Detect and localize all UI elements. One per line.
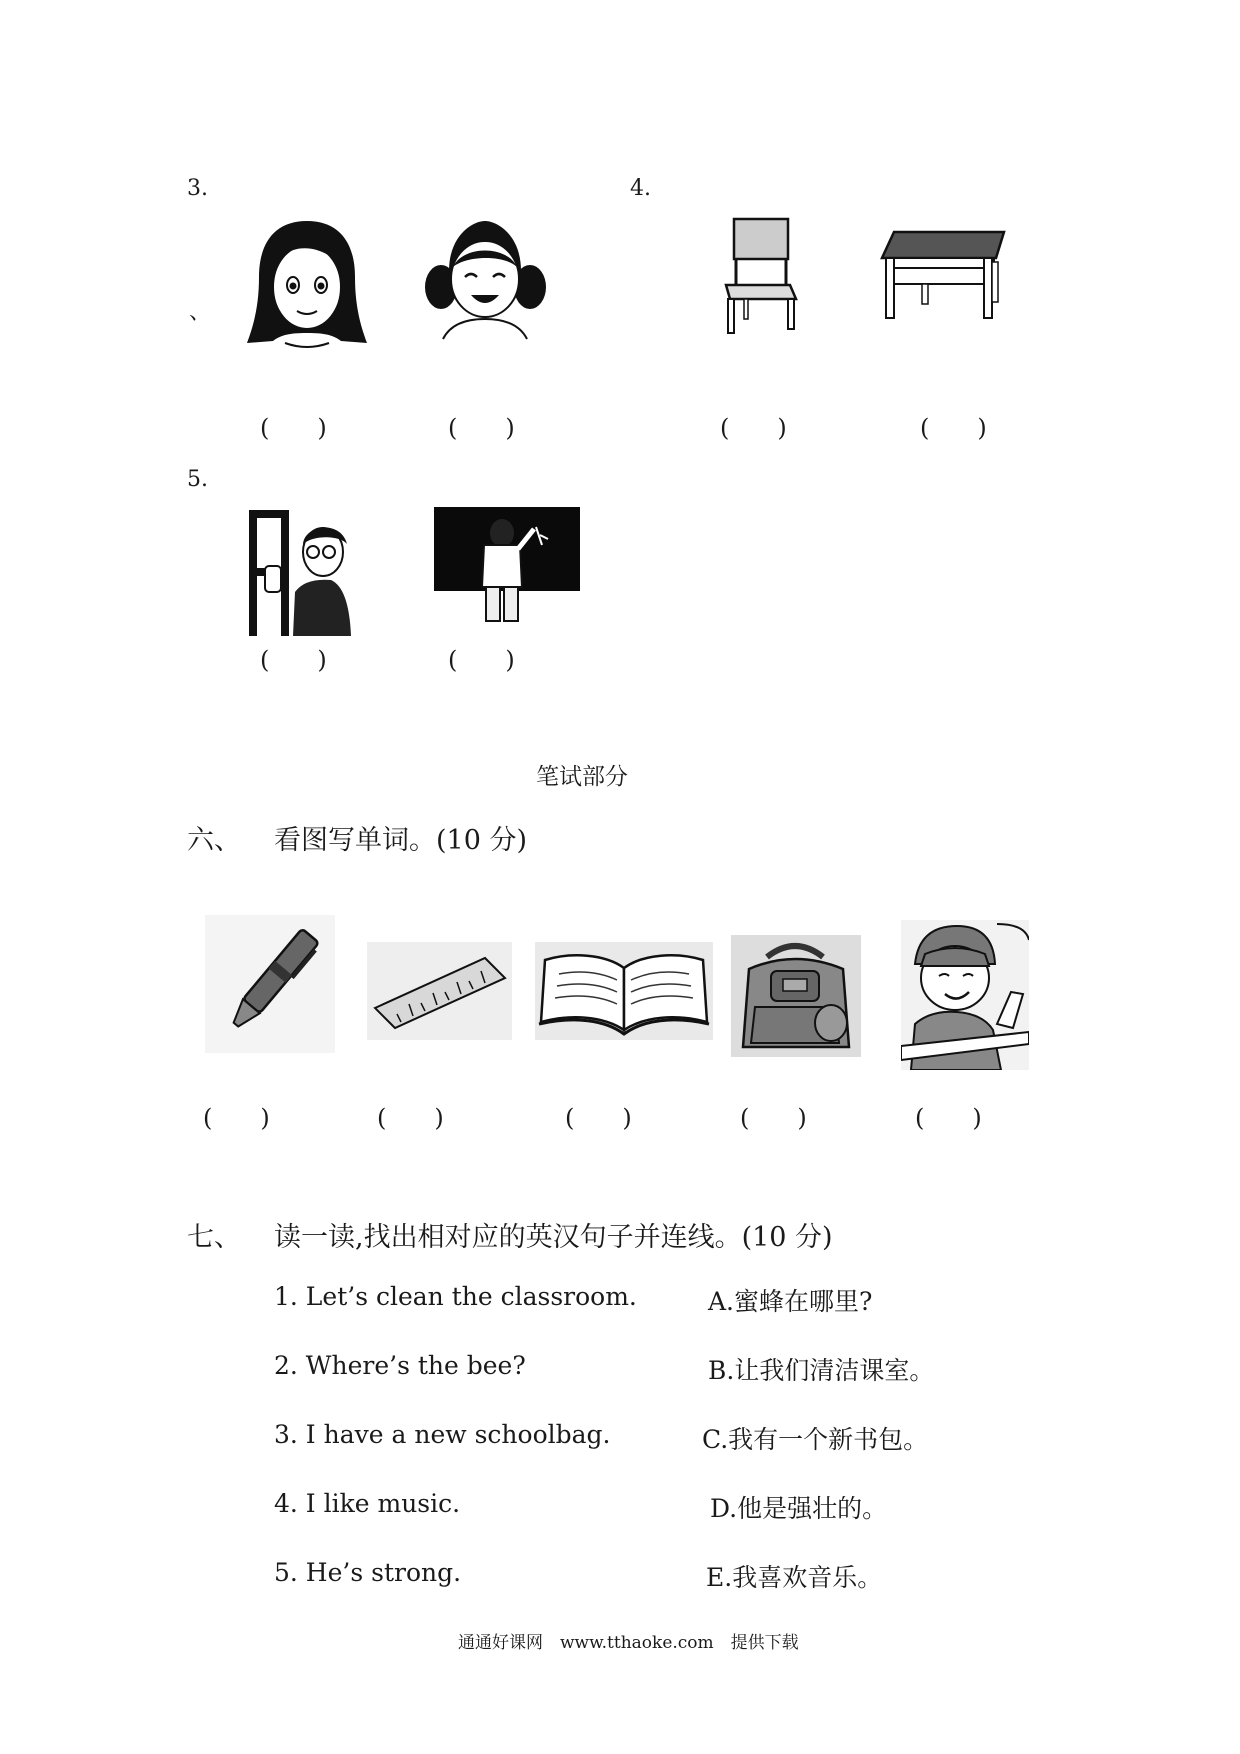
section-7-title: 读一读,找出相对应的英汉句子并连线。(10 分) [274, 1222, 833, 1253]
answer-blank[interactable]: ( ) [377, 1104, 444, 1132]
section-6-index: 六、 [187, 825, 241, 856]
section-7-index: 七、 [187, 1222, 241, 1253]
english-sentence[interactable]: 3. I have a new schoolbag. [274, 1420, 611, 1449]
book-picture [535, 942, 713, 1040]
chair-picture [722, 215, 802, 335]
english-sentence[interactable]: 1. Let’s clean the classroom. [274, 1282, 637, 1311]
question-4-number: 4. [630, 176, 651, 201]
english-sentence[interactable]: 2. Where’s the bee? [274, 1351, 526, 1380]
schoolbag-picture [731, 935, 861, 1057]
girl-pigtails-picture [423, 215, 548, 340]
clean-window-picture [245, 508, 355, 638]
chinese-sentence[interactable]: A.蜜蜂在哪里? [708, 1287, 873, 1316]
answer-blank[interactable]: ( ) [920, 414, 987, 442]
answer-blank[interactable]: ( ) [260, 646, 327, 674]
answer-blank[interactable]: ( ) [565, 1104, 632, 1132]
question-3-number: 3. [187, 176, 208, 201]
english-sentence[interactable]: 4. I like music. [274, 1489, 461, 1518]
desk-picture [878, 228, 1008, 323]
chinese-sentence[interactable]: B.让我们清洁课室。 [708, 1356, 935, 1385]
stray-mark: 、 [189, 300, 212, 325]
chinese-sentence[interactable]: D.他是强壮的。 [710, 1494, 888, 1523]
answer-blank[interactable]: ( ) [720, 414, 787, 442]
answer-blank[interactable]: ( ) [260, 414, 327, 442]
answer-blank[interactable]: ( ) [203, 1104, 270, 1132]
answer-blank[interactable]: ( ) [740, 1104, 807, 1132]
footer-credit: 通通好课网 www.tthaoke.com 提供下载 [458, 1633, 799, 1653]
girl-long-hair-picture [245, 215, 370, 353]
clean-blackboard-picture [432, 505, 582, 625]
section-6-title: 看图写单词。(10 分) [274, 825, 528, 856]
answer-blank[interactable]: ( ) [448, 414, 515, 442]
answer-blank[interactable]: ( ) [915, 1104, 982, 1132]
boy-waving-picture [901, 920, 1029, 1070]
pen-picture [205, 915, 335, 1053]
chinese-sentence[interactable]: C.我有一个新书包。 [702, 1425, 929, 1454]
answer-blank[interactable]: ( ) [448, 646, 515, 674]
ruler-picture [367, 942, 512, 1040]
english-sentence[interactable]: 5. He’s strong. [274, 1558, 462, 1587]
chinese-sentence[interactable]: E.我喜欢音乐。 [706, 1563, 883, 1592]
written-part-title: 笔试部分 [536, 764, 628, 790]
question-5-number: 5. [187, 467, 208, 492]
